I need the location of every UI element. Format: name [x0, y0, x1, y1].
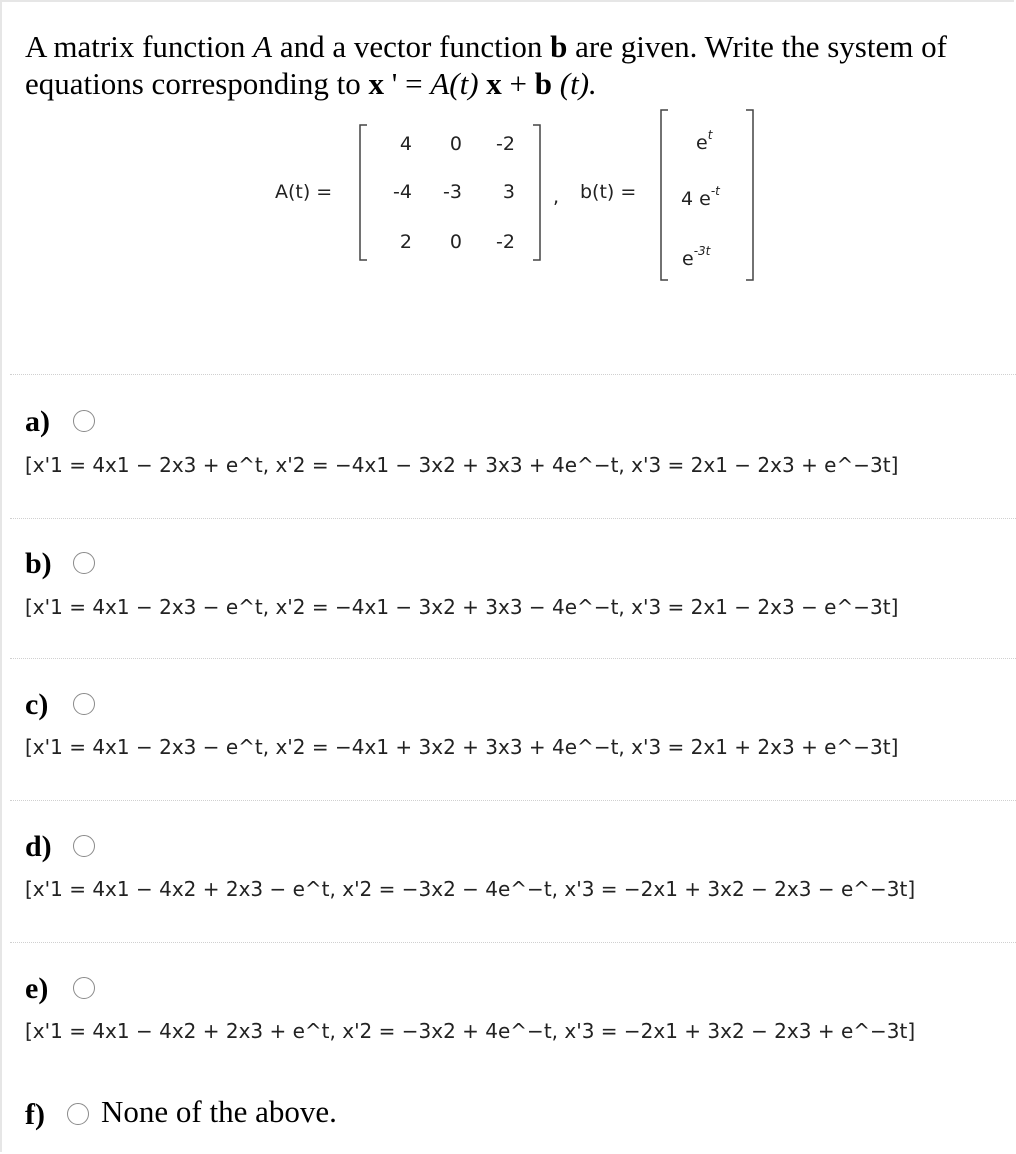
separator	[10, 518, 1016, 519]
option-c-equation: [x'1 = 4x1 − 2x3 − e^t, x'2 = −4x1 + 3x2 + 3x3 + 4e^−t, x'3 = 2x1 + 2x3 + e^−3t]	[25, 735, 899, 759]
q-text-3: are given. Write the system of	[567, 29, 947, 64]
A-cell: -4	[393, 181, 412, 203]
option-c-radio[interactable]	[73, 693, 95, 715]
A-cell: 0	[449, 231, 462, 253]
q-t: (t).	[552, 66, 597, 101]
q-x2: x	[478, 66, 502, 101]
option-f-text: None of the above.	[101, 1094, 337, 1129]
q-text-4: equations corresponding to	[25, 66, 369, 101]
question-text	[25, 28, 995, 102]
q-prime: ' =	[384, 66, 431, 101]
option-f-radio[interactable]	[67, 1103, 89, 1125]
option-b-label: b)	[25, 547, 52, 580]
A-cell: 0	[449, 133, 462, 155]
q-text-2: and a vector function	[272, 29, 551, 64]
separator	[10, 942, 1016, 943]
A-label: A(t) =	[275, 181, 333, 203]
A-cell: -2	[496, 231, 515, 253]
option-a-label: a)	[25, 405, 50, 438]
q-At: A(t)	[430, 66, 479, 101]
option-f-label: f)	[25, 1098, 45, 1131]
A-cell: -2	[496, 133, 515, 155]
separator	[10, 374, 1016, 375]
A-cell: 2	[399, 231, 412, 253]
b-entry: 4 $e^{-t}$	[681, 184, 720, 210]
separator	[10, 658, 1016, 659]
comma: ,	[553, 186, 560, 208]
option-a-equation: [x'1 = 4x1 − 2x3 + e^t, x'2 = −4x1 − 3x2 + 3x3 + 4e^−t, x'3 = 2x1 − 2x3 + e^−3t]	[25, 453, 899, 477]
option-b-equation: [x'1 = 4x1 − 2x3 − e^t, x'2 = −4x1 − 3x2 + 3x3 − 4e^−t, x'3 = 2x1 − 2x3 − e^−3t]	[25, 595, 899, 619]
b-entry: $e^t$	[696, 128, 713, 154]
q-matrix-name: A	[253, 29, 273, 64]
option-d-label: d)	[25, 830, 52, 863]
b-entry: $e^{-3t}$	[682, 244, 711, 270]
option-d-equation: [x'1 = 4x1 − 4x2 + 2x3 − e^t, x'2 = −3x2 − 4e^−t, x'3 = −2x1 + 3x2 − 2x3 − e^−3t]	[25, 877, 916, 901]
option-e-radio[interactable]	[73, 977, 95, 999]
option-e-label: e)	[25, 972, 49, 1005]
A-cell: 3	[502, 181, 515, 203]
option-d-radio[interactable]	[73, 835, 95, 857]
separator	[10, 800, 1016, 801]
q-vector-name: b	[550, 29, 568, 64]
option-c-label: c)	[25, 688, 49, 721]
option-e-equation: [x'1 = 4x1 − 4x2 + 2x3 + e^t, x'2 = −3x2 + 4e^−t, x'3 = −2x1 + 3x2 − 2x3 + e^−3t]	[25, 1019, 916, 1043]
A-cell: 4	[399, 133, 412, 155]
option-b-radio[interactable]	[73, 552, 95, 574]
q-plus: +	[501, 66, 535, 101]
A-cell: -3	[443, 181, 462, 203]
q-b2: b	[534, 66, 553, 101]
q-text-1: A matrix function	[25, 29, 254, 64]
q-x: x	[368, 66, 385, 101]
option-a-radio[interactable]	[73, 410, 95, 432]
b-label: b(t) =	[580, 181, 637, 203]
